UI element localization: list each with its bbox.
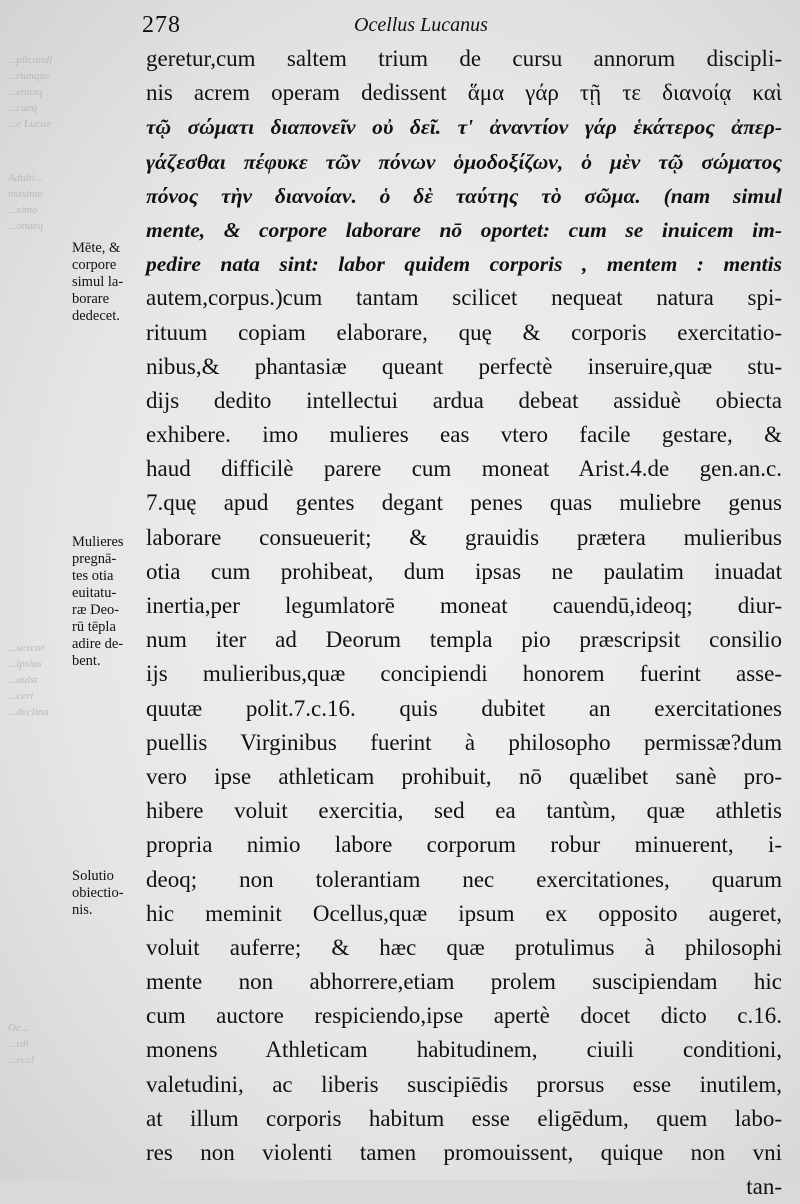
margin-note-line: obiectio-: [72, 885, 124, 901]
margin-note-line: corpore: [72, 257, 117, 273]
text-line: exhibere. imo mulieres eas vtero facile gestare, &: [146, 422, 782, 448]
margin-note-line: tes otia: [72, 568, 114, 584]
text-line: at illum corporis habitum esse eligēdum, quem labo-: [146, 1105, 782, 1131]
bleed-through-line: ...ximo: [8, 204, 38, 216]
margin-note-line: borare: [72, 291, 110, 307]
text-line: puellis Virginibus fuerint à philosopho permissæ?dum: [146, 729, 782, 755]
bleed-through-line: Adulti...: [8, 172, 44, 184]
text-line: πόνος τὴν διανοίαν. ὁ δὲ ταύτης τὸ σῶμα. (nam simul: [146, 183, 782, 208]
bleed-through-line: ...enaxq: [8, 86, 43, 98]
bleed-through-line: ...eccl: [8, 1054, 34, 1066]
margin-note: [72, 868, 154, 919]
bleed-through-line: ...onaeq: [8, 220, 44, 232]
text-line: valetudini, ac liberis suscipiēdis prorsus esse inutilem,: [146, 1071, 782, 1097]
text-line: mente, & corpore laborare nō oportet: cum se inuicem im-: [146, 217, 782, 242]
bleed-through-line: ...rdi: [8, 1038, 29, 1050]
text-line: hibere voluit exercitia, sed ea tantùm, quæ athletis: [146, 798, 782, 824]
text-line: haud difficilè parere cum moneat Arist.4.de gen.an.c.: [146, 456, 782, 482]
margin-note-line: Solutio: [72, 868, 114, 884]
text-line: pedire nata sint: labor quidem corporis , mentem : mentis: [146, 252, 782, 277]
bleed-through-line: ...ipsius: [8, 658, 42, 670]
margin-note: [72, 240, 154, 325]
bleed-through-text: [8, 170, 72, 234]
margin-note-line: Mēte, &: [72, 240, 121, 256]
bleed-through-line: ...rumque: [8, 70, 50, 82]
margin-note-line: adire de-: [72, 636, 124, 652]
margin-note-line: bent.: [72, 653, 101, 669]
text-line: geretur,cum saltem trium de cursu annorum discipli-: [146, 46, 782, 71]
bleed-through-line: ...plicandi: [8, 54, 53, 66]
margin-note-line: Mulieres: [72, 534, 124, 550]
margin-note-line: simul la-: [72, 274, 124, 290]
running-title: Ocellus Lucanus: [354, 14, 488, 36]
bleed-through-line: ...aulst: [8, 674, 38, 686]
margin-note-line: euitatu-: [72, 585, 117, 601]
text-line: propria nimio labore corporum robur minuerent, i-: [146, 832, 782, 858]
bleed-through-text: [8, 1020, 72, 1068]
text-line: ijs mulieribus,quæ concipiendi honorem fuerint asse-: [146, 661, 782, 687]
text-line: dijs dedito intellectui ardua debeat assiduè obiecta: [146, 387, 782, 413]
text-line: res non violenti tamen promouissent, quique non vni: [146, 1140, 782, 1165]
page-number: 278: [142, 12, 181, 38]
text-line: γάζεσθαι πέφυκε τῶν πόνων ὁμοδοξίζων, ὁ μὲν τῷ σώματος: [146, 149, 782, 174]
margin-note-line: rū tēpla: [72, 619, 116, 635]
text-line: num iter ad Deorum templa pio præscripsit consilio: [146, 627, 782, 653]
bleed-through-line: ...sexcor: [8, 642, 45, 654]
text-line: quutæ polit.7.c.16. quis dubitet an exercitationes: [146, 695, 782, 721]
margin-note-line: dedecet.: [72, 308, 120, 324]
bleed-through-line: maximo: [8, 188, 43, 200]
margin-note: [72, 534, 154, 670]
text-line: nibus,& phantasiæ queant perfectè inseruire,quæ stu-: [146, 353, 782, 379]
body-text: [146, 42, 782, 1204]
text-line: hic meminit Ocellus,quæ ipsum ex opposito augeret,: [146, 900, 782, 926]
page-header: [142, 10, 782, 46]
bleed-through-text: [8, 52, 72, 132]
bleed-through-line: ...e Lucae: [8, 118, 51, 130]
text-line: cum auctore respiciendo,ipse apertè docet dicto c.16.: [146, 1003, 782, 1029]
bleed-through-text: [8, 640, 72, 720]
text-line: inertia,per legumlatorē moneat cauendū,ideoq; diur-: [146, 593, 782, 618]
text-line: deoq; non tolerantiam nec exercitationes, quarum: [146, 866, 782, 892]
margin-note-line: nis.: [72, 902, 93, 918]
text-line: laborare consueuerit; & grauidis prætera mulieribus: [146, 524, 782, 550]
margin-note-line: pregnā-: [72, 551, 117, 567]
text-line: rituum copiam elaborare, quę & corporis exercitatio-: [146, 319, 782, 345]
text-line: 7.quę apud gentes degant penes quas muliebre genus: [146, 490, 782, 516]
text-line: nis acrem operam dedissent ἅμα γάρ τῇ τε διανοίᾳ καὶ: [146, 80, 782, 106]
margin-note-line: ræ Deo-: [72, 602, 120, 618]
text-line: voluit auferre; & hæc quæ protulimus à philosophi: [146, 934, 782, 960]
text-line: τῷ σώματι διαπονεῖν οὐ δεῖ. τ' ἀναντίον γάρ ἑκάτερος ἀπερ-: [146, 115, 782, 140]
text-line: otia cum prohibeat, dum ipsas ne paulatim inuadat: [146, 558, 782, 584]
bleed-through-line: Oc...: [8, 1022, 30, 1034]
text-line: autem,corpus.)cum tantam scilicet nequeat natura spi-: [146, 285, 782, 311]
catchword: tan-: [746, 1174, 782, 1200]
bleed-through-line: ...declina: [8, 706, 49, 718]
bleed-through-line: ...ceri: [8, 690, 34, 702]
text-line: mente non abhorrere,etiam prolem suscipiendam hic: [146, 969, 782, 995]
text-line: monens Athleticam habitudinem, ciuili conditioni,: [146, 1037, 782, 1063]
text-line: vero ipse athleticam prohibuit, nō quælibet sanè pro-: [146, 763, 782, 789]
bleed-through-line: ...caeq: [8, 102, 38, 114]
